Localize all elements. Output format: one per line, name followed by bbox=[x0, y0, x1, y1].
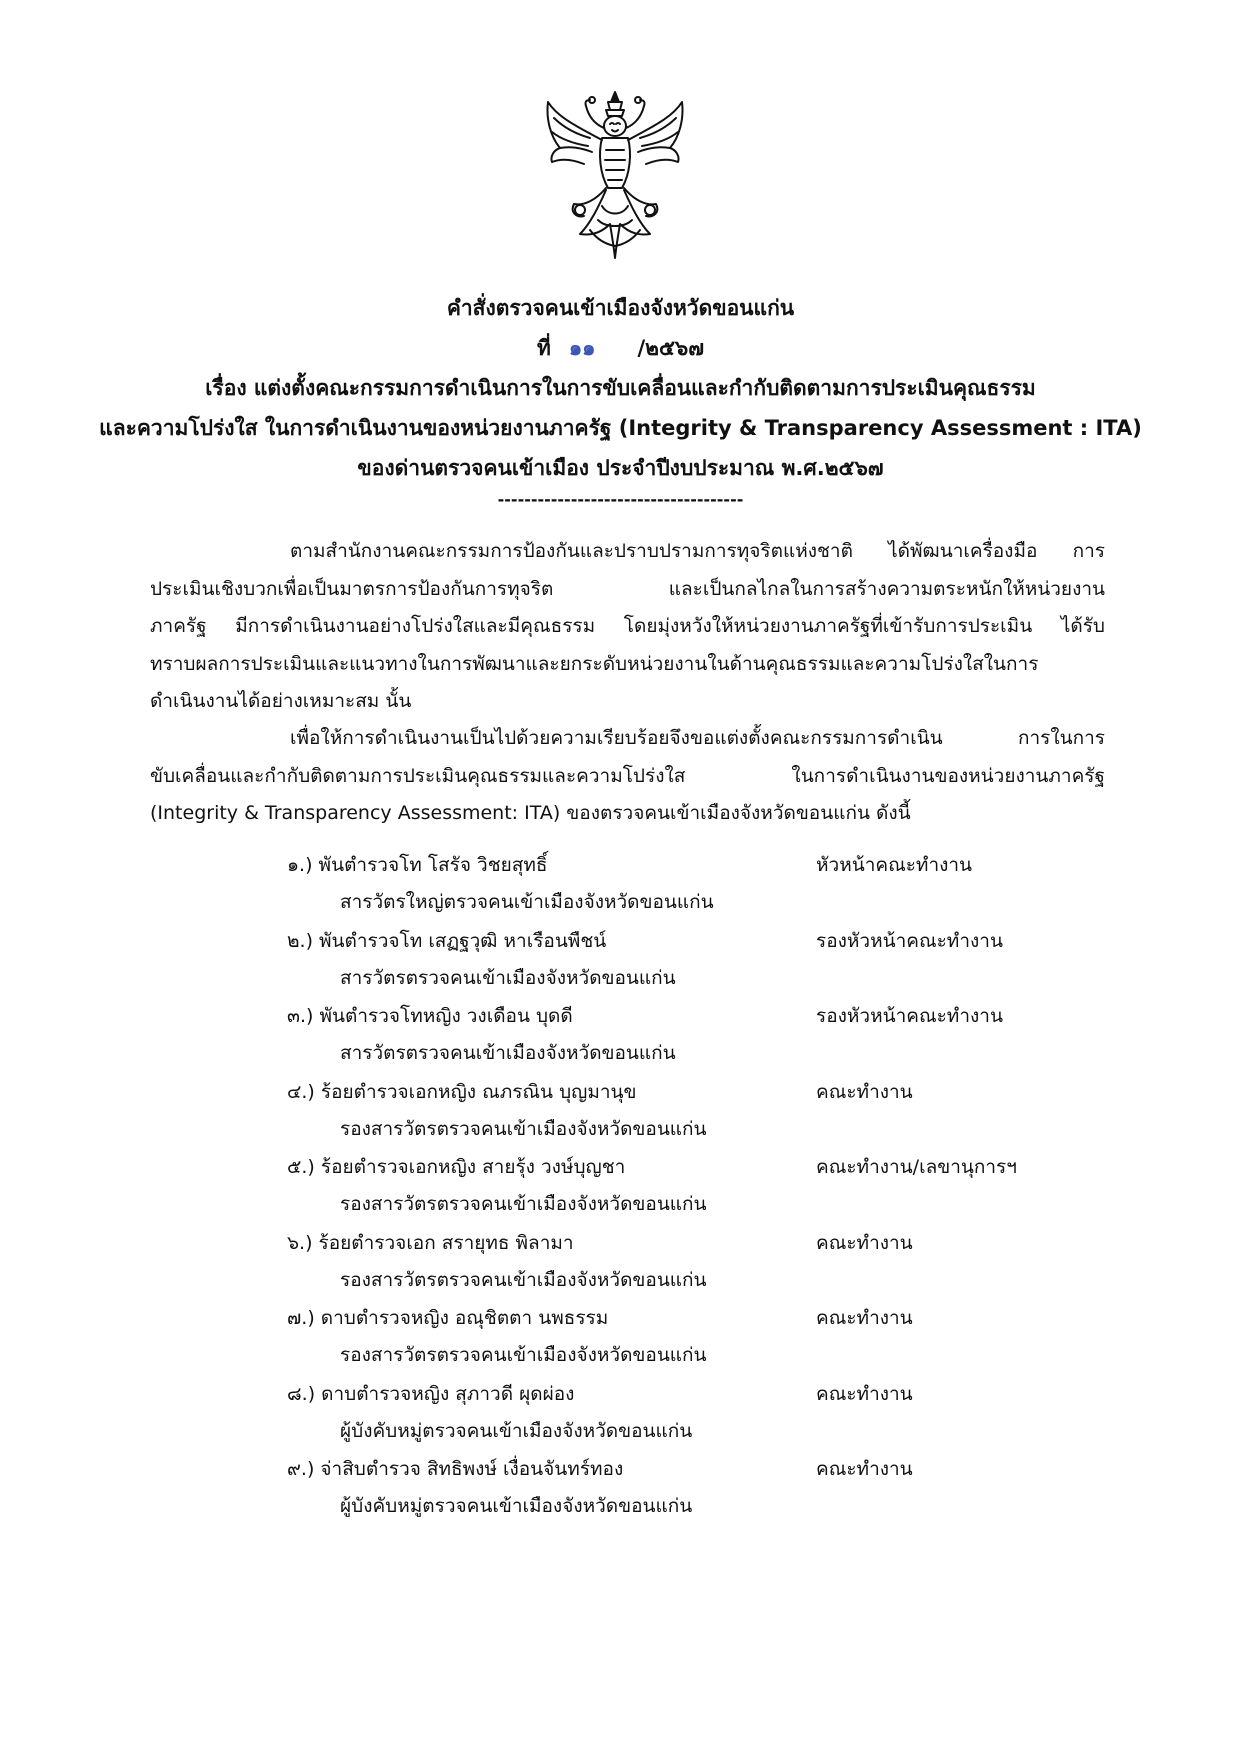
paragraph-line: ตามสำนักงานคณะกรรมการป้องกันและปราบปรามการทุจริตแห่งชาติ ได้พัฒนาเครื่องมือ การ bbox=[290, 540, 1105, 562]
member-role: คณะทำงาน bbox=[816, 1458, 913, 1480]
member-item bbox=[287, 1073, 1107, 1149]
paragraph-line: เพื่อให้การดำเนินงานเป็นไปด้วยความเรียบร้อยจึงขอแต่งตั้งคณะกรรมการดำเนิน การในการ bbox=[290, 727, 1105, 749]
member-item bbox=[287, 846, 1107, 922]
member-name: ๘.) ดาบตำรวจหญิง สุภาวดี ผุดผ่อง bbox=[287, 1382, 575, 1405]
paragraph-line: ขับเคลื่อนและกำกับติดตามการประเมินคุณธรรมและความโปร่งใส ในการดำเนินงานของหน่วยงานภาครัฐ bbox=[150, 764, 1105, 787]
member-item bbox=[287, 1299, 1107, 1375]
member-role: คณะทำงาน bbox=[816, 1080, 913, 1103]
member-name: ๒.) พันตำรวจโท เสฏฐวุฒิ หาเรือนพืชน์ bbox=[287, 929, 607, 952]
member-item bbox=[287, 997, 1107, 1073]
member-item bbox=[287, 922, 1107, 998]
issuing-organization: คำสั่งตรวจคนเข้าเมืองจังหวัดขอนแก่น bbox=[446, 296, 795, 320]
paragraph-line: ประเมินเชิงบวกเพื่อเป็นมาตรการป้องกันการทุจริต และเป็นกลไกลในการสร้างความตระหนักให้หน่วยงาน bbox=[150, 577, 1105, 600]
subject-line-2: และความโปร่งใส ในการดำเนินงานของหน่วยงานภาครัฐ (Integrity & Transparency Assessment : ITA) bbox=[99, 416, 1142, 440]
member-position: ผู้บังคับหมู่ตรวจคนเข้าเมืองจังหวัดขอนแก่น bbox=[340, 1419, 693, 1442]
member-name: ๓.) พันตำรวจโทหญิง วงเดือน บุดดี bbox=[287, 1005, 573, 1027]
order-number bbox=[0, 328, 1241, 368]
member-position: รองสารวัตรตรวจคนเข้าเมืองจังหวัดขอนแก่น bbox=[340, 1193, 707, 1215]
member-position: สารวัตรตรวจคนเข้าเมืองจังหวัดขอนแก่น bbox=[340, 966, 676, 989]
member-name: ๔.) ร้อยตำรวจเอกหญิง ณภรณิน บุญมานุข bbox=[287, 1080, 637, 1103]
member-name: ๙.) จ่าสิบตำรวจ สิทธิพงษ์ เงื่อนจันทร์ทอง bbox=[287, 1458, 624, 1480]
subject-line-3: ของด่านตรวจคนเข้าเมือง ประจำปีงบประมาณ พ.ศ.๒๕๖๗ bbox=[357, 456, 884, 480]
member-role: หัวหน้าคณะทำงาน bbox=[816, 854, 973, 876]
member-item bbox=[287, 1450, 1107, 1526]
member-name: ๕.) ร้อยตำรวจเอกหญิง สายรุ้ง วงษ์บุญชา bbox=[287, 1156, 626, 1178]
member-position: รองสารวัตรตรวจคนเข้าเมืองจังหวัดขอนแก่น bbox=[340, 1344, 707, 1366]
member-name: ๑.) พันตำรวจโท โสรัจ วิชยสุทธิ์ bbox=[287, 854, 548, 876]
member-name: ๗.) ดาบตำรวจหญิง อณุชิตตา นพธรรม bbox=[287, 1307, 609, 1329]
order-number-year: /๒๕๖๗ bbox=[637, 336, 705, 360]
committee-member-list bbox=[287, 846, 1107, 1526]
member-item bbox=[287, 1224, 1107, 1300]
member-role: คณะทำงาน/เลขานุการฯ bbox=[816, 1156, 1017, 1178]
paragraph-line: (Integrity & Transparency Assessment: ITA) ของตรวจคนเข้าเมืองจังหวัดขอนแก่น ดังนี้ bbox=[150, 802, 911, 824]
order-number-value: ๑๑ bbox=[568, 336, 596, 360]
garuda-emblem-icon bbox=[540, 88, 690, 263]
order-title-block bbox=[0, 288, 1241, 488]
member-role: รองหัวหน้าคณะทำงาน bbox=[816, 1005, 1003, 1027]
member-item bbox=[287, 1375, 1107, 1451]
member-position: รองสารวัตรตรวจคนเข้าเมืองจังหวัดขอนแก่น bbox=[340, 1117, 707, 1140]
member-role: คณะทำงาน bbox=[816, 1382, 913, 1405]
paragraph-background bbox=[150, 533, 1105, 721]
member-role: คณะทำงาน bbox=[816, 1307, 913, 1329]
member-item bbox=[287, 1148, 1107, 1224]
paragraph-line: ทราบผลการประเมินและแนวทางในการพัฒนาและยกระดับหน่วยงานในด้านคุณธรรมและความโปร่งใสในการ bbox=[150, 652, 1039, 675]
member-role: รองหัวหน้าคณะทำงาน bbox=[816, 929, 1003, 952]
title-divider: ------------------------------------- bbox=[497, 490, 744, 509]
paragraph-appointment bbox=[150, 720, 1105, 833]
subject-line-1: เรื่อง แต่งตั้งคณะกรรมการดำเนินการในการขับเคลื่อนและกำกับติดตามการประเมินคุณธรรม bbox=[205, 376, 1036, 400]
member-position: ผู้บังคับหมู่ตรวจคนเข้าเมืองจังหวัดขอนแก่น bbox=[340, 1495, 693, 1517]
paragraph-line: ดำเนินงานได้อย่างเหมาะสม นั้น bbox=[150, 690, 412, 712]
member-position: สารวัตรใหญ่ตรวจคนเข้าเมืองจังหวัดขอนแก่น bbox=[340, 891, 714, 913]
member-position: รองสารวัตรตรวจคนเข้าเมืองจังหวัดขอนแก่น bbox=[340, 1268, 707, 1291]
member-position: สารวัตรตรวจคนเข้าเมืองจังหวัดขอนแก่น bbox=[340, 1042, 676, 1064]
member-name: ๖.) ร้อยตำรวจเอก สรายุทธ พิลามา bbox=[287, 1231, 574, 1254]
member-role: คณะทำงาน bbox=[816, 1231, 913, 1254]
order-number-prefix: ที่ bbox=[536, 336, 551, 360]
paragraph-line: ภาครัฐ มีการดำเนินงานอย่างโปร่งใสและมีคุณธรรม โดยมุ่งหวังให้หน่วยงานภาครัฐที่เข้ารับการประเมิน ได้รับ bbox=[150, 615, 1105, 637]
